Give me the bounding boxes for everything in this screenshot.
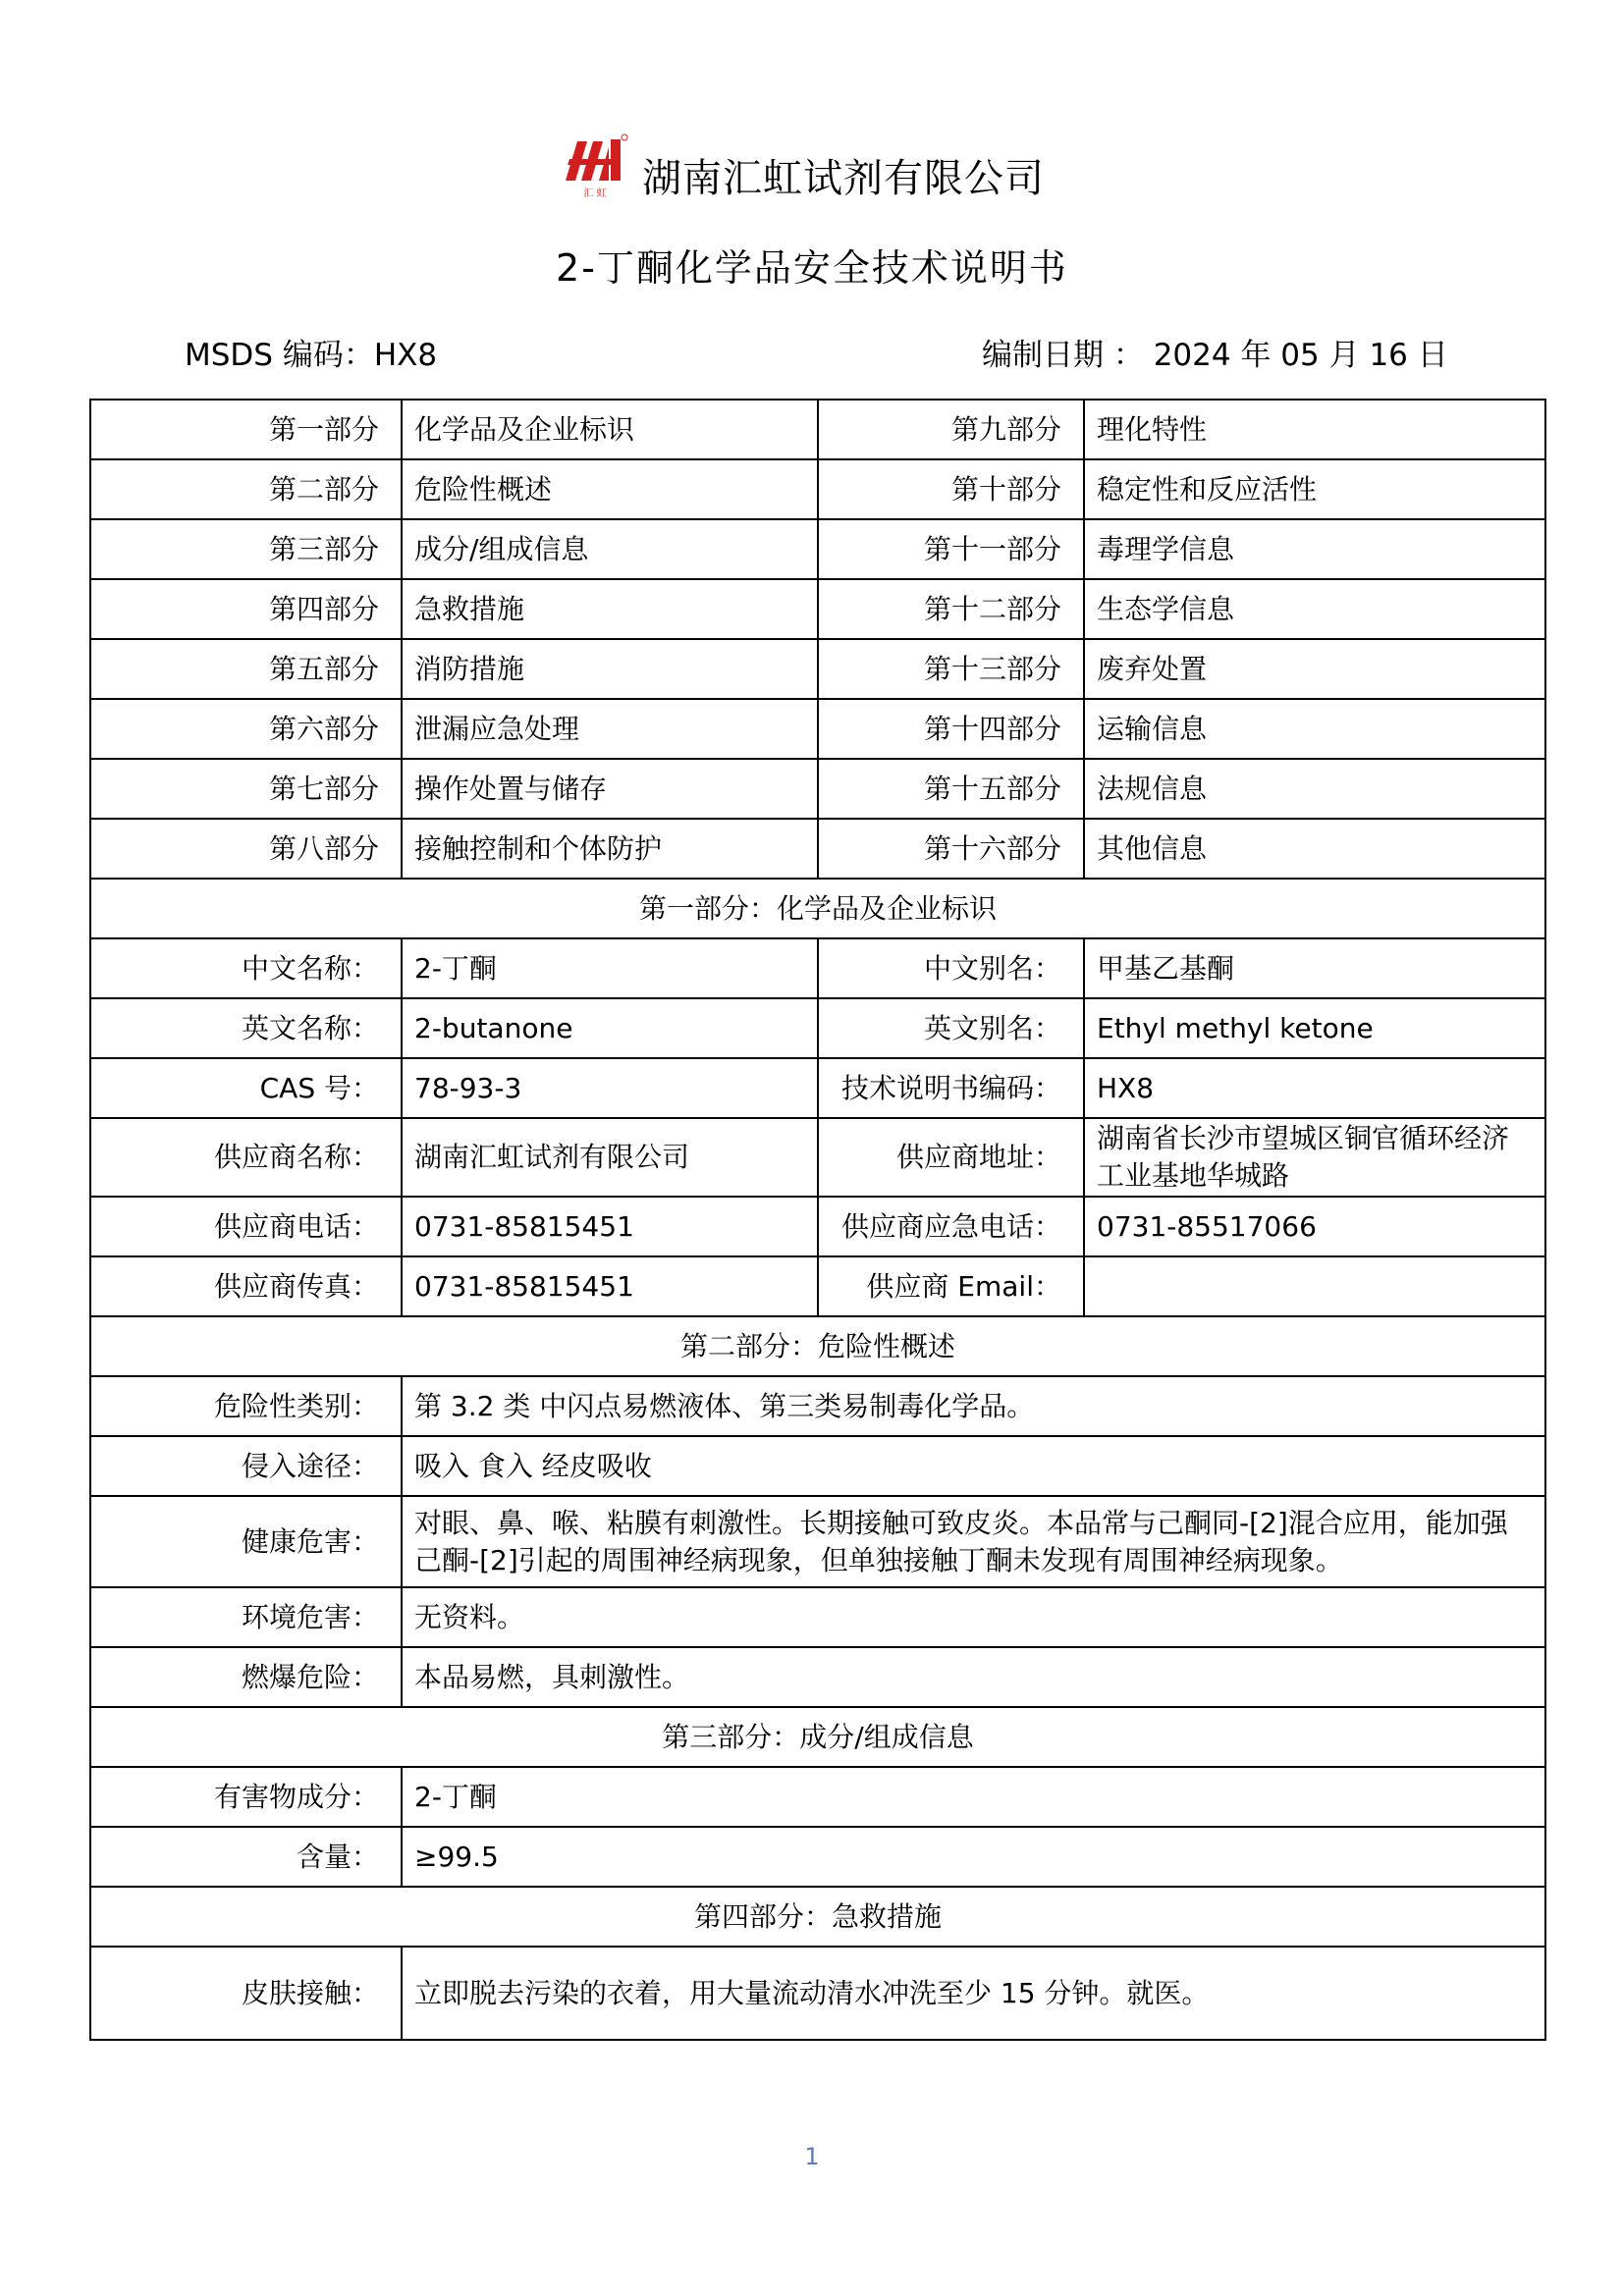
section-header-row (90, 1316, 1545, 1376)
logo-text: 汇 虹 (583, 188, 607, 199)
toc-part-label: 第八部分 (90, 819, 402, 879)
field-label: 供应商应急电话： (818, 1197, 1084, 1256)
meta-row (185, 334, 1451, 377)
field-value: 本品易燃，具刺激性。 (402, 1647, 1545, 1707)
toc-part-title: 危险性概述 (402, 459, 818, 519)
info-row (90, 1197, 1545, 1256)
toc-part-title: 其他信息 (1084, 819, 1545, 879)
toc-part-title: 消防措施 (402, 639, 818, 699)
toc-part-title: 接触控制和个体防护 (402, 819, 818, 879)
info-row (90, 938, 1545, 998)
toc-part-title: 急救措施 (402, 579, 818, 639)
field-label: 技术说明书编码： (818, 1058, 1084, 1118)
toc-part-label: 第二部分 (90, 459, 402, 519)
field-label: 健康危害： (90, 1496, 402, 1587)
field-label: 燃爆危险： (90, 1647, 402, 1707)
section-2-title: 第二部分：危险性概述 (90, 1316, 1545, 1376)
field-value: 2-丁酮 (402, 938, 818, 998)
toc-row (90, 699, 1545, 759)
toc-part-title: 稳定性和反应活性 (1084, 459, 1545, 519)
company-name: 湖南汇虹试剂有限公司 (642, 156, 1045, 201)
field-value: 0731-85815451 (402, 1197, 818, 1256)
info-row (90, 998, 1545, 1058)
section-3-title: 第三部分：成分/组成信息 (90, 1707, 1545, 1767)
toc-row (90, 459, 1545, 519)
msds-code: MSDS 编码：HX8 (185, 338, 438, 373)
info-row (90, 1827, 1545, 1887)
field-label: 环境危害： (90, 1587, 402, 1647)
toc-part-label: 第十二部分 (818, 579, 1084, 639)
toc-part-label: 第十五部分 (818, 759, 1084, 819)
field-value: 0731-85815451 (402, 1256, 818, 1316)
toc-part-title: 理化特性 (1084, 400, 1545, 459)
toc-row (90, 639, 1545, 699)
info-row (90, 1376, 1545, 1436)
toc-part-label: 第十部分 (818, 459, 1084, 519)
toc-part-label: 第七部分 (90, 759, 402, 819)
sds-table (89, 399, 1546, 2041)
field-label: CAS 号： (90, 1058, 402, 1118)
section-4-title: 第四部分：急救措施 (90, 1887, 1545, 1947)
toc-row (90, 519, 1545, 579)
field-value: 2-butanone (402, 998, 818, 1058)
field-label: 危险性类别： (90, 1376, 402, 1436)
company-header (560, 116, 1045, 202)
toc-part-label: 第十四部分 (818, 699, 1084, 759)
toc-part-title: 操作处置与储存 (402, 759, 818, 819)
info-row (90, 1496, 1545, 1587)
field-label: 供应商 Email： (818, 1256, 1084, 1316)
field-value: HX8 (1084, 1058, 1545, 1118)
toc-part-label: 第五部分 (90, 639, 402, 699)
toc-part-label: 第一部分 (90, 400, 402, 459)
toc-part-title: 生态学信息 (1084, 579, 1545, 639)
toc-row (90, 819, 1545, 879)
info-row (90, 1767, 1545, 1827)
toc-part-label: 第九部分 (818, 400, 1084, 459)
field-value (1084, 1256, 1545, 1316)
field-value: 78-93-3 (402, 1058, 818, 1118)
toc-part-title: 泄漏应急处理 (402, 699, 818, 759)
field-label: 皮肤接触： (90, 1947, 402, 2040)
field-label: 供应商地址： (818, 1118, 1084, 1197)
field-value: 0731-85517066 (1084, 1197, 1545, 1256)
section-header-row (90, 1887, 1545, 1947)
toc-row (90, 400, 1545, 459)
toc-part-title: 毒理学信息 (1084, 519, 1545, 579)
field-label: 供应商传真： (90, 1256, 402, 1316)
toc-part-title: 化学品及企业标识 (402, 400, 818, 459)
company-logo (560, 130, 630, 202)
info-row (90, 1058, 1545, 1118)
page-number: 1 (804, 2143, 820, 2170)
supplier-address: 湖南省长沙市望城区铜官循环经济工业基地华城路 (1084, 1118, 1545, 1197)
field-label: 供应商名称： (90, 1118, 402, 1197)
field-value: 甲基乙基酮 (1084, 938, 1545, 998)
info-row (90, 1947, 1545, 2040)
toc-part-label: 第十六部分 (818, 819, 1084, 879)
field-value: 第 3.2 类 中闪点易燃液体、第三类易制毒化学品。 (402, 1376, 1545, 1436)
field-value: 无资料。 (402, 1587, 1545, 1647)
toc-part-title: 成分/组成信息 (402, 519, 818, 579)
toc-row (90, 579, 1545, 639)
section-1-title: 第一部分：化学品及企业标识 (90, 879, 1545, 938)
toc-row (90, 759, 1545, 819)
toc-part-title: 运输信息 (1084, 699, 1545, 759)
info-row (90, 1256, 1545, 1316)
field-label: 中文别名： (818, 938, 1084, 998)
field-value: 立即脱去污染的衣着，用大量流动清水冲洗至少 15 分钟。就医。 (402, 1947, 1545, 2040)
field-value: 湖南汇虹试剂有限公司 (402, 1118, 818, 1197)
info-row (90, 1118, 1545, 1197)
field-value: ≥99.5 (402, 1827, 1545, 1887)
toc-part-label: 第十三部分 (818, 639, 1084, 699)
compile-date: 编制日期 ： 2024 年 05 月 16 日 (982, 338, 1448, 373)
field-label: 英文名称： (90, 998, 402, 1058)
field-value: Ethyl methyl ketone (1084, 998, 1545, 1058)
section-header-row (90, 1707, 1545, 1767)
toc-part-label: 第六部分 (90, 699, 402, 759)
info-row (90, 1587, 1545, 1647)
field-label: 英文别名： (818, 998, 1084, 1058)
field-value: 对眼、鼻、喉、粘膜有刺激性。长期接触可致皮炎。本品常与己酮同-[2]混合应用，能加强己酮-[2]引起的周围神经病现象，但单独接触丁酮未发现有周围神经病现象。 (402, 1496, 1545, 1587)
field-label: 侵入途径： (90, 1436, 402, 1496)
section-header-row (90, 879, 1545, 938)
toc-part-label: 第四部分 (90, 579, 402, 639)
field-label: 有害物成分： (90, 1767, 402, 1827)
toc-part-label: 第十一部分 (818, 519, 1084, 579)
info-row (90, 1647, 1545, 1707)
field-label: 供应商电话： (90, 1197, 402, 1256)
field-value: 2-丁酮 (402, 1767, 1545, 1827)
document-title: 2-丁酮化学品安全技术说明书 (556, 246, 1068, 290)
toc-part-label: 第三部分 (90, 519, 402, 579)
info-row (90, 1436, 1545, 1496)
field-label: 中文名称： (90, 938, 402, 998)
field-label: 含量： (90, 1827, 402, 1887)
field-value: 吸入 食入 经皮吸收 (402, 1436, 1545, 1496)
toc-part-title: 废弃处置 (1084, 639, 1545, 699)
toc-part-title: 法规信息 (1084, 759, 1545, 819)
